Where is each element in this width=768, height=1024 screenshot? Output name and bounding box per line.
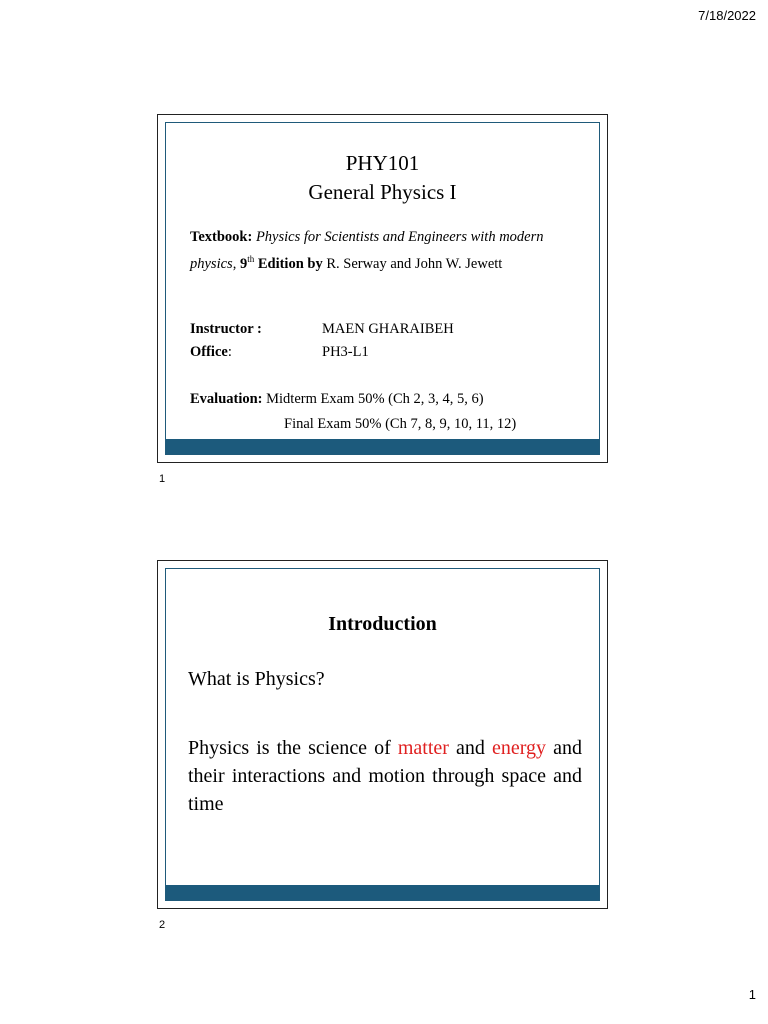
- slide-2-number: 2: [159, 919, 166, 931]
- evaluation-final: Final Exam 50% (Ch 7, 8, 9, 10, 11, 12): [284, 416, 517, 432]
- slide-2: [157, 560, 608, 909]
- course-name: General Physics I: [308, 180, 457, 204]
- instructor-row: [190, 321, 454, 338]
- definition-start: Physics is the science of: [188, 737, 398, 759]
- physics-definition: [188, 734, 582, 818]
- definition-energy: energy: [491, 737, 547, 759]
- office-row: [190, 344, 369, 361]
- textbook-comma: ,: [232, 255, 240, 272]
- edition-number: 9: [239, 255, 248, 272]
- office-colon: :: [227, 344, 232, 360]
- page-date: 7/18/2022: [698, 8, 756, 23]
- instructor-value: MAEN GHARAIBEH: [322, 321, 454, 337]
- definition-end: and their interactions and motion through space and time: [188, 737, 582, 815]
- page-number: 1: [748, 987, 756, 1002]
- physics-question: What is Physics?: [188, 668, 325, 690]
- instructor-label: Instructor :: [190, 321, 262, 337]
- slide-2-title: Introduction: [328, 613, 437, 635]
- definition-and: and: [448, 737, 492, 759]
- slide-1-footer-bar: [166, 439, 599, 454]
- slide-2-footer-bar: [166, 885, 599, 900]
- definition-matter: matter: [397, 737, 449, 759]
- slide-1-number: 1: [159, 473, 166, 485]
- edition-by: Edition by: [254, 255, 323, 272]
- evaluation-midterm: [190, 391, 484, 408]
- slide-1-frame: [165, 122, 600, 455]
- slide-2-frame: [165, 568, 600, 901]
- textbook-title: Physics for Scientists and Engineers with modern physics: [190, 229, 544, 272]
- office-value: PH3-L1: [322, 344, 369, 360]
- edition-sup: th: [247, 254, 255, 264]
- textbook-line: [190, 226, 579, 275]
- textbook-authors: R. Serway and John W. Jewett: [322, 255, 503, 272]
- course-code: PHY101: [345, 151, 420, 175]
- midterm-text: Midterm Exam 50% (Ch 2, 3, 4, 5, 6): [262, 391, 484, 407]
- office-label: Office: [190, 344, 228, 360]
- slide-1: [157, 114, 608, 463]
- evaluation-label: Evaluation:: [190, 391, 263, 407]
- textbook-label: Textbook:: [190, 229, 253, 245]
